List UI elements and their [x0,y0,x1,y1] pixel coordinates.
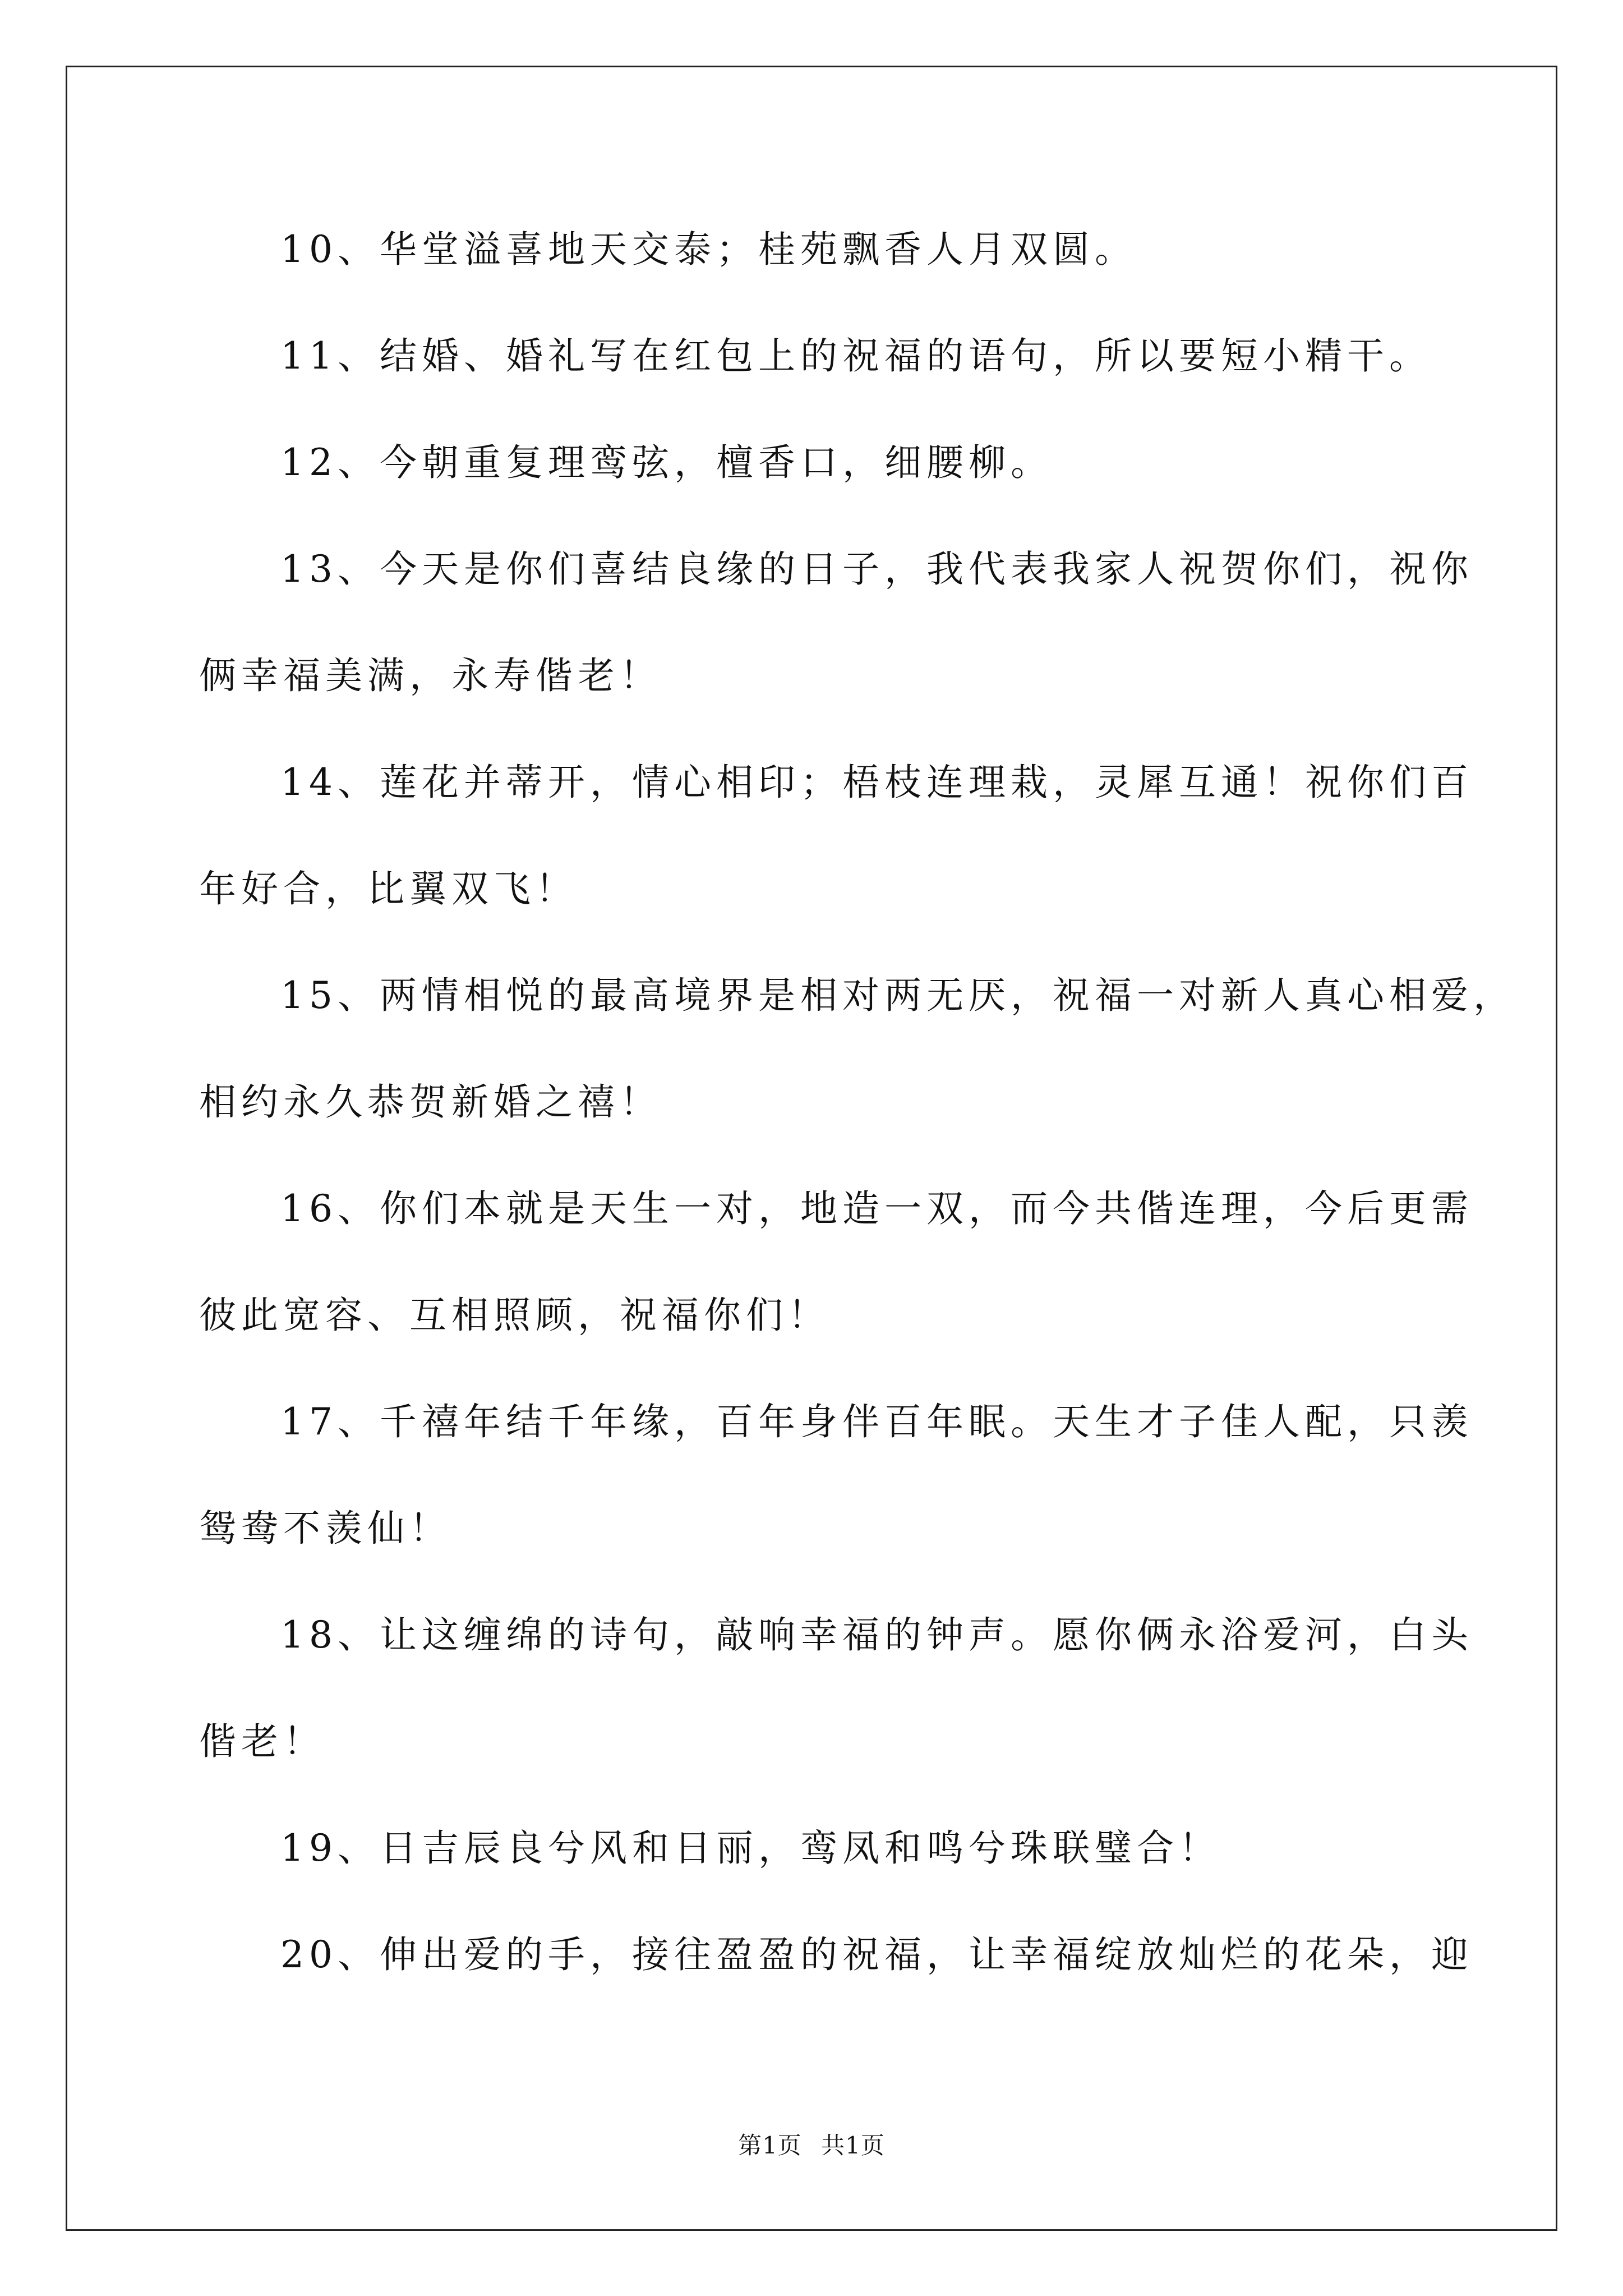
paragraph-line: 20、伸出爱的手，接往盈盈的祝福，让幸福绽放灿烂的花朵，迎 [280,1933,1473,1976]
paragraph-line: 年好合，比翼双飞！ [199,867,578,910]
paragraph-line: 彼此宽容、互相照顾，祝福你们！ [199,1294,830,1337]
paragraph-line: 鸳鸯不羡仙！ [199,1507,451,1550]
paragraph-line: 15、两情相悦的最高境界是相对两无厌，祝福一对新人真心相爱， [280,974,1515,1017]
paragraph-line: 偕老！ [199,1720,325,1763]
page-number-total: 共1页 [821,2132,885,2159]
paragraph-line: 18、让这缠绵的诗句，敲响幸福的钟声。愿你俩永浴爱河，白头 [280,1613,1473,1657]
page-footer [0,2132,1623,2160]
page-border [66,66,1557,2231]
paragraph-line: 俩幸福美满，永寿偕老！ [199,654,662,697]
paragraph-line: 16、你们本就是天生一对，地造一双，而今共偕连理，今后更需 [280,1187,1473,1230]
paragraph-line: 相约永久恭贺新婚之禧！ [199,1080,662,1124]
paragraph-line: 11、结婚、婚礼写在红包上的祝福的语句，所以要短小精干。 [280,334,1431,378]
paragraph-line: 17、千禧年结千年缘，百年身伴百年眠。天生才子佳人配，只羡 [280,1400,1473,1443]
paragraph-line: 13、今天是你们喜结良缘的日子，我代表我家人祝贺你们，祝你 [280,547,1473,591]
paragraph-line: 12、今朝重复理鸾弦，檀香口，细腰柳。 [280,441,1053,484]
paragraph-line: 10、华堂溢喜地天交泰；桂苑飘香人月双圆。 [280,228,1137,271]
page-number-current: 第1页 [738,2132,802,2159]
paragraph-line: 14、莲花并蒂开，情心相印；梧枝连理栽，灵犀互通！祝你们百 [280,761,1473,804]
paragraph-line: 19、日吉辰良兮风和日丽，鸾凤和鸣兮珠联璧合！ [280,1826,1221,1870]
